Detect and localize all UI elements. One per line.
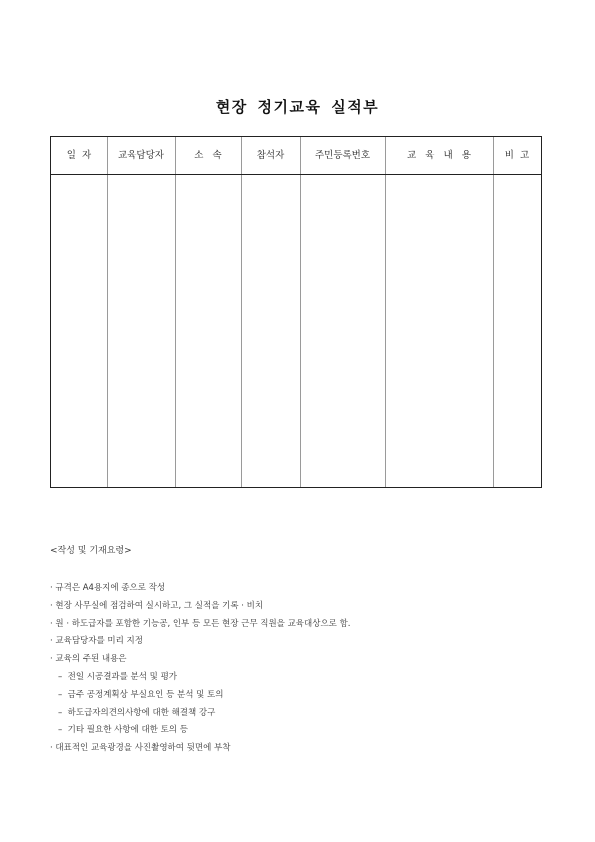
table-body-empty [51, 174, 541, 487]
note-subitem: – 기타 필요한 사항에 대한 토의 등 [58, 725, 188, 736]
document-title: 현장 정기교육 실적부 [215, 98, 380, 116]
note-item: · 교육의 주된 내용은 [50, 654, 127, 665]
header-affiliation: 소 속 [194, 150, 222, 161]
table-header-row [51, 137, 541, 175]
header-education-content: 교 육 내 용 [407, 150, 471, 161]
note-subitem: – 하도급자의견의사항에 대한 해결책 강구 [58, 707, 216, 718]
header-attendee: 참석자 [256, 150, 285, 161]
note-subitem: – 금주 공정계획상 부실요인 등 분석 및 토의 [58, 689, 224, 700]
education-record-table [50, 136, 542, 488]
note-item: · 대표적인 교육광경을 사진촬영하여 뒷면에 부착 [50, 743, 231, 754]
header-remarks: 비 고 [504, 150, 530, 161]
notes-list [50, 580, 350, 758]
header-date: 일 자 [66, 150, 92, 161]
notes-heading: <작성 및 기재요령> [50, 546, 132, 556]
header-instructor: 교육담당자 [118, 150, 164, 161]
note-item: · 규격은 A4용지에 종으로 작성 [50, 583, 166, 593]
header-resident-number: 주민등록번호 [314, 150, 371, 161]
note-subitem: – 전일 시공결과를 분석 및 평가 [58, 671, 177, 682]
note-item: · 현장 사무실에 점검하여 실시하고, 그 실적을 기록 · 비치 [50, 600, 264, 611]
note-item: · 교육담당자를 미리 지정 [50, 636, 143, 647]
note-item: · 원 · 하도급자를 포함한 기능공, 인부 등 모든 현장 근무 직원을 교육대상으로 함. [50, 618, 351, 629]
